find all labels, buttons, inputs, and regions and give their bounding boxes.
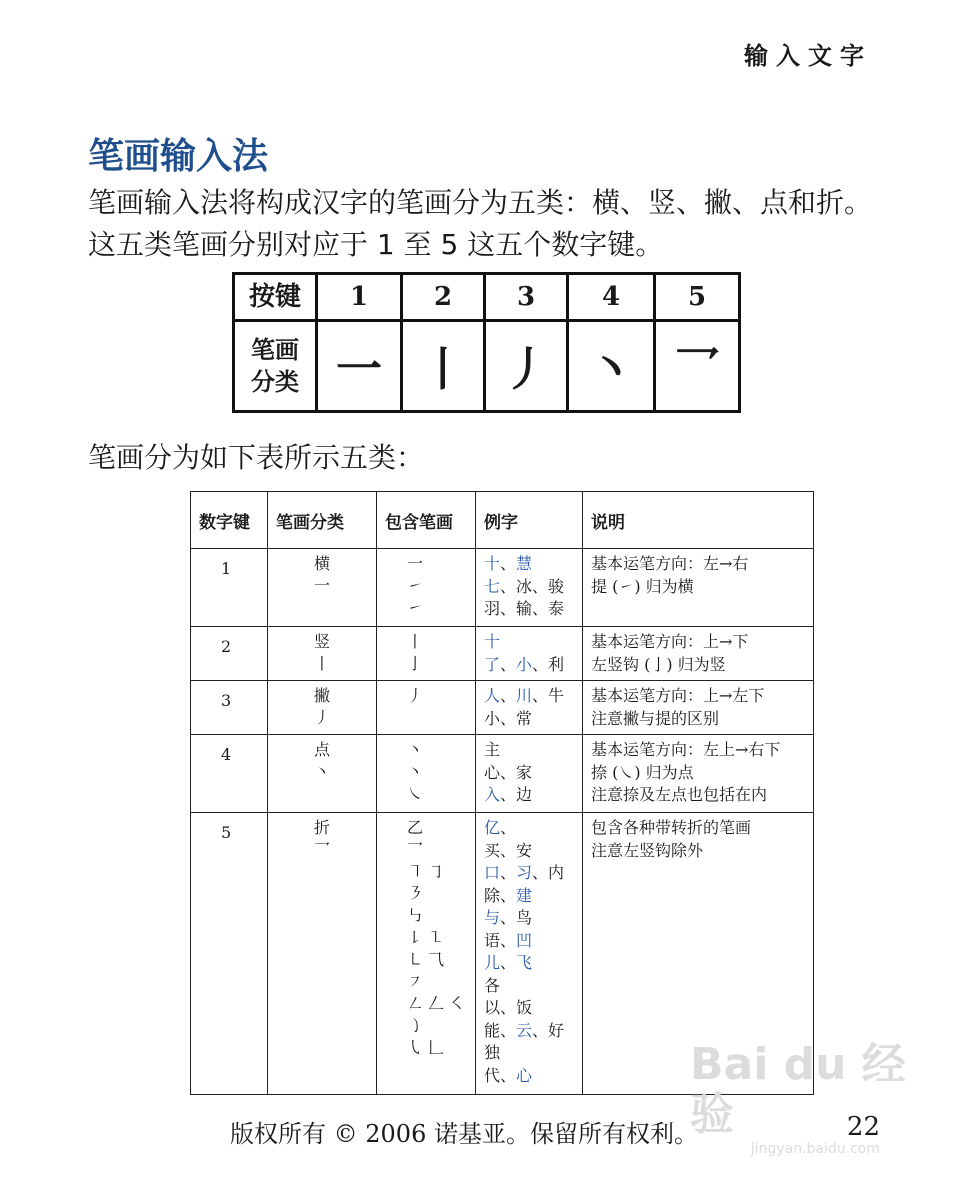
examples-cell: [476, 549, 583, 627]
col-header-category: 笔画分类: [268, 492, 377, 549]
stroke-label-line1: 笔画: [251, 335, 299, 364]
key-3: 3: [485, 274, 568, 321]
example-char: 、: [500, 953, 517, 972]
example-line: [484, 1042, 582, 1065]
includes-cell: [377, 735, 476, 813]
note-line: 捺 (㇏) 归为点: [591, 762, 694, 782]
example-char: 、: [500, 554, 517, 573]
key-number: 5: [221, 823, 232, 842]
key-number-cell: [191, 813, 268, 1095]
watermark-url: jingyan.baidu.com: [750, 1141, 880, 1157]
stroke-glyph: 丶: [588, 342, 634, 396]
category-name: 撇: [313, 686, 330, 705]
example-char: 、牛: [532, 686, 565, 705]
example-char: 入: [484, 785, 501, 804]
key-2: 2: [402, 274, 485, 321]
notes-cell: [583, 549, 814, 627]
includes-cell: [377, 681, 476, 735]
includes-cell: [377, 549, 476, 627]
example-line: [484, 952, 582, 975]
included-stroke: 一: [407, 554, 424, 573]
example-line: [484, 576, 582, 599]
included-stroke: 丨: [407, 632, 424, 651]
key-number: 4: [221, 745, 232, 764]
example-char: 建: [516, 885, 533, 905]
included-stroke: ㇄ ⺄: [407, 950, 445, 969]
note-line: 左竖钩 (亅) 归为竖: [591, 654, 726, 674]
example-line: [484, 784, 582, 807]
example-char: 、: [500, 686, 517, 705]
key-number-cell: [191, 549, 268, 627]
included-stroke: ㇇: [407, 972, 424, 991]
example-char: 独: [484, 1043, 501, 1062]
table-row: [191, 627, 814, 681]
stroke-3: [485, 321, 568, 412]
example-char: 能、: [484, 1020, 517, 1040]
included-stroke: 乛: [407, 840, 424, 859]
category-cell: [268, 549, 377, 627]
included-stroke: 亅: [407, 654, 424, 673]
note-line: 基本运笔方向：左→右: [591, 554, 749, 573]
stroke-glyph: 丨: [420, 342, 466, 396]
example-char: 买、安: [484, 840, 533, 860]
section-header: 输入文字: [744, 42, 872, 70]
table-subtitle: 笔画分为如下表所示五类：: [88, 441, 425, 474]
example-line: [484, 598, 582, 621]
key-4: 4: [568, 274, 655, 321]
included-stroke: ㇁: [407, 1016, 424, 1035]
example-char: 亿: [484, 818, 501, 837]
example-char: 心、家: [484, 762, 533, 782]
category-name: 竖: [313, 632, 330, 651]
included-stroke: ㇏: [407, 784, 424, 803]
category-stroke: 丿: [313, 708, 330, 727]
example-char: 人: [484, 686, 501, 705]
key-number: 2: [221, 637, 232, 656]
example-char: 、冰、骏: [500, 576, 565, 596]
key-table: [232, 272, 741, 413]
example-char: 语、: [484, 930, 517, 950]
category-cell: [268, 681, 377, 735]
category-stroke: 乛: [313, 840, 330, 859]
example-char: 与: [484, 908, 501, 927]
notes-cell: [583, 681, 814, 735]
example-char: 小: [516, 654, 533, 674]
included-stroke: ㇀: [407, 576, 424, 595]
category-stroke: 一: [313, 576, 330, 595]
key-number: 3: [221, 691, 232, 710]
examples-cell: [476, 627, 583, 681]
example-line: [484, 739, 582, 762]
example-char: 心: [516, 1065, 533, 1085]
example-line: [484, 930, 582, 953]
included-stroke: ㇀: [407, 598, 424, 617]
note-line: 基本运笔方向：左上→右下: [591, 740, 781, 759]
includes-cell: [377, 813, 476, 1095]
example-char: 飞: [516, 953, 533, 972]
example-char: 代、: [484, 1065, 517, 1085]
key-label: 按键: [234, 274, 317, 321]
included-stroke: 丶: [407, 740, 424, 759]
stroke-5: [655, 321, 740, 412]
example-line: [484, 840, 582, 863]
example-line: [484, 553, 582, 576]
example-line: [484, 708, 582, 731]
example-line: [484, 1065, 582, 1088]
included-stroke: ㇉: [407, 906, 424, 925]
example-char: 、: [500, 818, 517, 837]
category-cell: [268, 627, 377, 681]
example-char: 小、常: [484, 708, 533, 728]
category-cell: [268, 813, 377, 1095]
example-line: [484, 975, 582, 998]
examples-cell: [476, 813, 583, 1095]
note-line: 包含各种带转折的笔画: [591, 818, 752, 837]
col-header-examples: 例字: [476, 492, 583, 549]
copyright-footer: 版权所有 © 2006 诺基亚。保留所有权利。: [230, 1120, 698, 1148]
example-char: 除、: [484, 885, 517, 905]
col-header-key: 数字键: [191, 492, 268, 549]
example-char: 十: [484, 632, 501, 651]
example-line: [484, 907, 582, 930]
category-name: 折: [313, 818, 330, 837]
example-char: 七: [484, 576, 501, 596]
stroke-glyph: 丿: [503, 342, 549, 396]
notes-cell: [583, 627, 814, 681]
example-char: 、好: [532, 1020, 565, 1040]
intro-paragraph: 笔画输入法将构成汉字的笔画分为五类：横、竖、撇、点和折。这五类笔画分别对应于 1 至 5 这五个数字键。: [88, 186, 873, 261]
stroke-4: [568, 321, 655, 412]
example-char: 以、饭: [484, 998, 533, 1017]
watermark-text: Bai du 经验: [690, 1039, 906, 1140]
category-stroke: 丶: [313, 762, 330, 781]
example-char: 各: [484, 975, 501, 995]
example-line: [484, 817, 582, 840]
examples-cell: [476, 681, 583, 735]
example-char: 习: [516, 863, 533, 882]
example-line: [484, 997, 582, 1020]
stroke-glyph: 乛: [674, 342, 720, 396]
col-header-includes: 包含笔画: [377, 492, 476, 549]
example-line: [484, 762, 582, 785]
included-stroke: 乙: [407, 818, 424, 837]
category-name: 点: [313, 740, 330, 759]
included-stroke: ㇙ ㇅: [407, 928, 445, 947]
example-char: 川: [516, 686, 533, 705]
included-stroke: ㇜ 𠃋 ㇛: [407, 994, 466, 1013]
category-name: 横: [313, 554, 330, 573]
note-line: 注意左竖钩除外: [591, 840, 704, 860]
note-line: 基本运笔方向：上→左下: [591, 686, 765, 705]
stroke-label: [234, 321, 317, 412]
note-line: 基本运笔方向：上→下: [591, 632, 749, 651]
watermark-logo: [690, 1039, 910, 1157]
table-body: [191, 549, 814, 1095]
key-number-cell: [191, 681, 268, 735]
table-row: [191, 735, 814, 813]
example-line: [484, 885, 582, 908]
example-char: 、: [500, 654, 517, 674]
stroke-glyph: 一: [336, 342, 382, 396]
category-stroke: 丨: [313, 654, 330, 673]
included-stroke: ㇕ ㇆: [407, 862, 445, 881]
example-char: 口: [484, 863, 501, 882]
example-char: 、内: [532, 863, 565, 882]
example-char: 、: [500, 863, 517, 882]
example-char: 、利: [532, 654, 565, 674]
example-char: 主: [484, 740, 501, 759]
example-char: 凹: [516, 930, 533, 950]
example-char: 羽、输、泰: [484, 599, 565, 618]
note-line: 注意捺及左点也包括在内: [591, 785, 768, 804]
note-line: 提 (㇀) 归为横: [591, 576, 694, 596]
page-number: 22: [846, 1112, 880, 1142]
stroke-label-line2: 分类: [251, 367, 299, 396]
included-stroke: 丿: [407, 686, 424, 705]
example-line: [484, 1020, 582, 1043]
notes-cell: [583, 735, 814, 813]
example-char: 、边: [500, 785, 533, 804]
includes-cell: [377, 627, 476, 681]
example-char: 慧: [516, 554, 533, 573]
example-char: 、鸟: [500, 908, 533, 927]
table-row: [191, 549, 814, 627]
example-line: [484, 654, 582, 677]
included-stroke: ㇋: [407, 884, 424, 903]
example-char: 了: [484, 654, 501, 674]
example-char: 云: [516, 1020, 533, 1040]
example-char: 十: [484, 554, 501, 573]
stroke-category-table: [190, 491, 814, 1095]
key-number: 1: [221, 559, 232, 578]
included-stroke: 丶: [407, 762, 424, 781]
table-row: [191, 681, 814, 735]
examples-cell: [476, 735, 583, 813]
col-header-notes: 说明: [583, 492, 814, 549]
page-title: 笔画输入法: [88, 136, 269, 177]
key-number-cell: [191, 627, 268, 681]
key-5: 5: [655, 274, 740, 321]
stroke-1: [317, 321, 402, 412]
included-stroke: ㇂ 𠃊: [407, 1038, 445, 1057]
example-line: [484, 685, 582, 708]
example-char: 儿: [484, 953, 501, 972]
example-line: [484, 862, 582, 885]
note-line: 注意撇与提的区别: [591, 708, 720, 728]
category-cell: [268, 735, 377, 813]
example-line: [484, 631, 582, 654]
stroke-2: [402, 321, 485, 412]
key-1: 1: [317, 274, 402, 321]
key-number-cell: [191, 735, 268, 813]
